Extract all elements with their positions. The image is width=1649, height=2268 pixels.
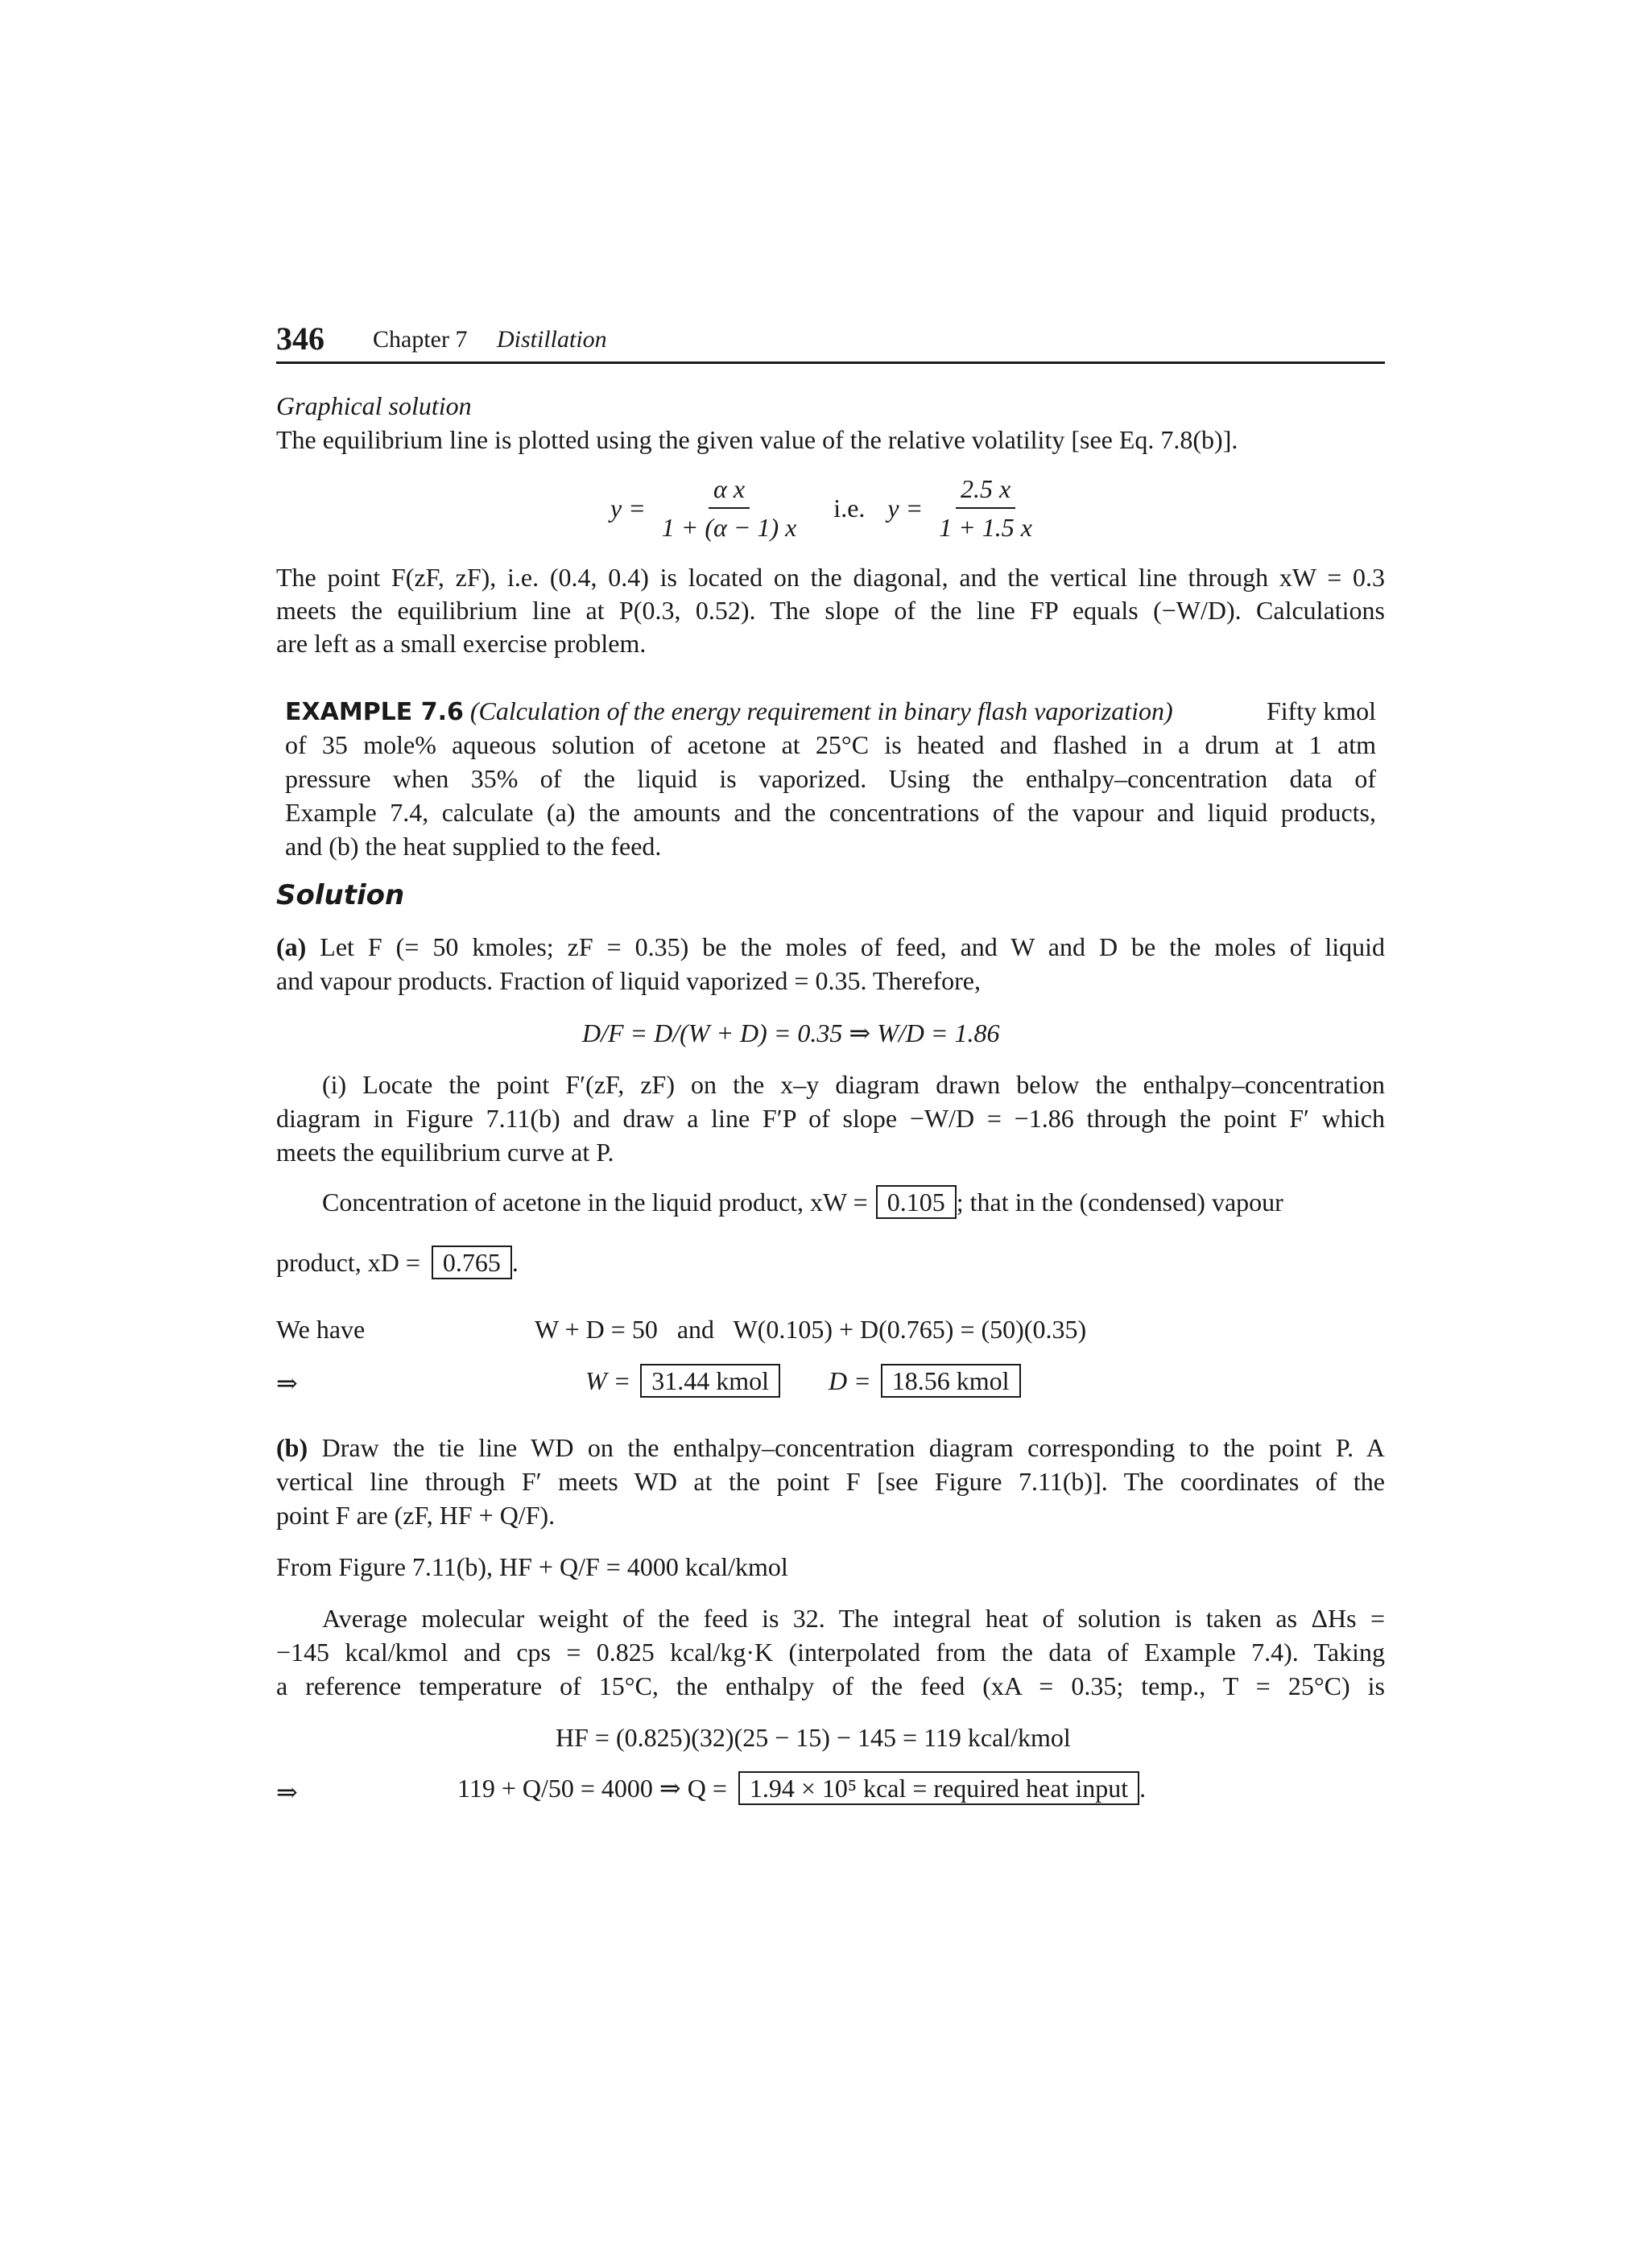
part-a-line2: and vapour products. Fraction of liquid vaporized = 0.35. Therefore, [276,966,981,995]
concentration-text: Concentration of acetone in the liquid product, xW = [322,1188,868,1217]
graphical-paragraph-line3: are left as a small exercise problem. [276,629,647,658]
w-d-results [585,1364,1021,1398]
product-text: product, xD = [276,1248,420,1277]
step-i-line2: diagram in Figure 7.11(b) and draw a line F′P of slope −W/D = −1.86 through the point F′ which [276,1104,1385,1133]
chapter-title: Distillation [497,326,607,353]
part-b-line2: vertical line through F′ meets WD at the point F [see Figure 7.11(b)]. The coordinates of the [276,1467,1385,1496]
header-rule [276,361,1385,364]
w-label: W = [585,1366,631,1395]
example-line5: and (b) the heat supplied to the feed. [285,832,662,861]
graphical-intro: The equilibrium line is plotted using the given value of the relative volatility [see Eq. 7.8(b)]. [276,425,1238,454]
page-number: 346 [276,320,324,357]
part-b-text: Draw the tie line WD on the enthalpy–concentration diagram corresponding to the point P. A [321,1433,1386,1462]
part-b-label: (b) [276,1433,308,1462]
equilibrium-equation [610,472,1037,544]
example-line4: Example 7.4, calculate (a) the amounts and the concentrations of the vapour and liquid products, [285,798,1376,827]
eq-y-2: y = [887,494,924,523]
heat-input-line [457,1771,1146,1805]
heat-tail: . [1139,1774,1147,1803]
product-line: product, xD = 0.765 . [276,1246,519,1279]
average-line2: −145 kcal/kmol and cps = 0.825 kcal/kg·K (interpolated from the data of Example 7.4). Taking [276,1638,1385,1667]
heat-equation: 119 + Q/50 = 4000 ⇒ Q = [457,1774,727,1803]
example-line3: pressure when 35% of the liquid is vaporized. Using the enthalpy–concentration data of [285,764,1376,793]
concentration-rest: ; that in the (condensed) vapour [956,1188,1283,1217]
eq1-denominator: 1 + (α − 1) x [661,513,797,542]
w-value-box: 31.44 kmol [640,1364,780,1398]
part-a-line1 [276,930,1385,964]
eq-fraction-2 [934,472,1037,544]
example-line1 [285,694,1376,729]
wd-ratio-equation: D/F = D/(W + D) = 0.35 ⇒ W/D = 1.86 [582,1018,1000,1047]
part-b-line1 [276,1431,1385,1464]
material-balance-equation: W + D = 50 and W(0.105) + D(0.765) = (50)(0.35) [535,1315,1087,1344]
average-line1: Average molecular weight of the feed is 32. The integral heat of solution is taken as ΔHs = [322,1604,1385,1633]
graphical-paragraph-line1: The point F(zF, zF), i.e. (0.4, 0.4) is located on the diagonal, and the vertical line through xW = 0.3 [276,563,1385,592]
xd-value-box: 0.765 [432,1246,512,1279]
chapter-label: Chapter 7 [373,326,468,353]
eq-ie: i.e. [833,494,866,523]
d-value-box: 18.56 kmol [881,1364,1021,1398]
implies-arrow-1: ⇒ [276,1369,298,1398]
concentration-line [322,1185,1385,1219]
graphical-paragraph-line2: meets the equilibrium line at P(0.3, 0.52). The slope of the line FP equals (−W/D). Calculations [276,596,1385,625]
example-line1-rest: Fifty kmol [1266,696,1376,725]
average-line3: a reference temperature of 15°C, the enthalpy of the feed (xA = 0.35; temp., T = 25°C) is [276,1671,1385,1700]
eq1-numerator: α x [709,472,750,509]
example-line2: of 35 mole% aqueous solution of acetone at 25°C is heated and flashed in a drum at 1 atm [285,730,1376,759]
xw-value-box: 0.105 [876,1185,957,1219]
part-a-label: (a) [276,932,307,961]
eq2-denominator: 1 + 1.5 x [939,513,1032,542]
example-label: EXAMPLE 7.6 [285,698,464,726]
part-a-text: Let F (= 50 kmoles; zF = 0.35) be the moles of feed, and W and D be the moles of liquid [320,932,1386,961]
implies-arrow-2: ⇒ [276,1778,298,1807]
feed-enthalpy-equation: HF = (0.825)(32)(25 − 15) − 145 = 119 kcal/kmol [556,1723,1071,1752]
part-b-line3: point F are (zF, HF + Q/F). [276,1501,556,1530]
heat-value-box: 1.94 × 10⁵ kcal = required heat input [738,1771,1139,1805]
eq2-numerator: 2.5 x [956,472,1015,509]
step-i-line1: (i) Locate the point F′(zF, zF) on the x–y diagram drawn below the enthalpy–concentration [322,1070,1385,1099]
step-i-line3: meets the equilibrium curve at P. [276,1138,614,1167]
example-title: (Calculation of the energy requirement in binary flash vaporization) [469,696,1173,725]
eq-fraction-1 [657,472,802,544]
solution-heading: Solution [276,879,405,911]
graphical-heading: Graphical solution [276,391,472,420]
we-have-label: We have [276,1315,366,1344]
from-figure-line: From Figure 7.11(b), HF + Q/F = 4000 kcal/kmol [276,1552,788,1581]
eq-y-1: y = [610,494,646,523]
d-label: D = [829,1366,871,1395]
